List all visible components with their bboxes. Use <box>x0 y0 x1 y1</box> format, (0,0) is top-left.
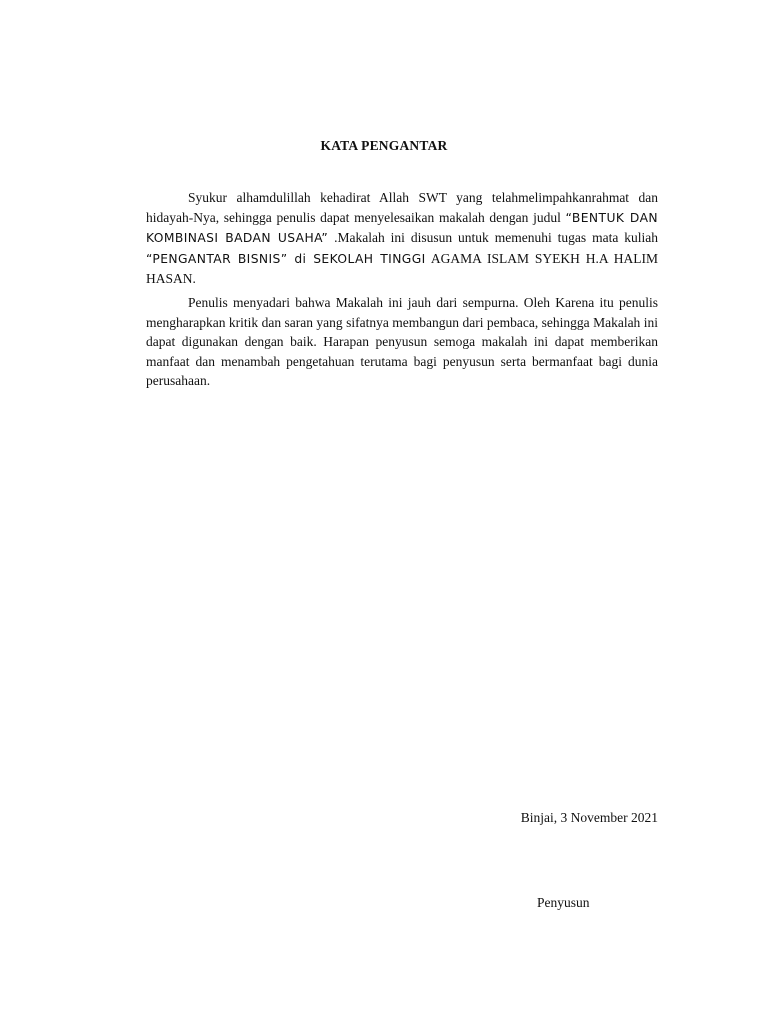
paragraph-intro-institution-b: AGAMA ISLAM SYEKH H.A HALIM HASAN. <box>146 250 659 287</box>
document-body <box>146 188 658 391</box>
page-title: KATA PENGANTAR <box>320 138 448 153</box>
paragraph-intro <box>146 188 658 289</box>
paragraph-intro-institution-a: SEKOLAH TINGGI <box>313 251 426 266</box>
paragraph-intro-text-a: Syukur alhamdulillah kehadirat Allah SWT yang telahmelimpahkanrahmat dan hidayah-Nya, sehingga penulis dapat menyelesaikan makalah dengan judul <box>146 190 658 225</box>
paragraph-closing: Penulis menyadari bahwa Makalah ini jauh dari sempurna. Oleh Karena itu penulis mengharapkan kritik dan saran yang sifatnya membangun dari pembaca, sehingga Makalah ini dapat digunakan dengan baik. Harapan penyusun semoga makalah ini dapat memberikan manfaat dan menambah pengetahuan terutama bagi penyusun serta bermanfaat bagi dunia perusahaan. <box>146 294 658 389</box>
paragraph-intro-text-e: di <box>287 251 314 266</box>
signer-label: Penyusun <box>537 895 590 910</box>
place-date: Binjai, 3 November 2021 <box>520 810 658 825</box>
paragraph-intro-text-c: .Makalah ini disusun untuk memenuhi tugas mata kuliah <box>328 230 659 246</box>
paragraph-intro-title-quote: “BENTUK DAN KOMBINASI BADAN USAHA” <box>146 210 658 246</box>
paragraph-intro-course-quote: “PENGANTAR BISNIS” <box>146 251 288 266</box>
